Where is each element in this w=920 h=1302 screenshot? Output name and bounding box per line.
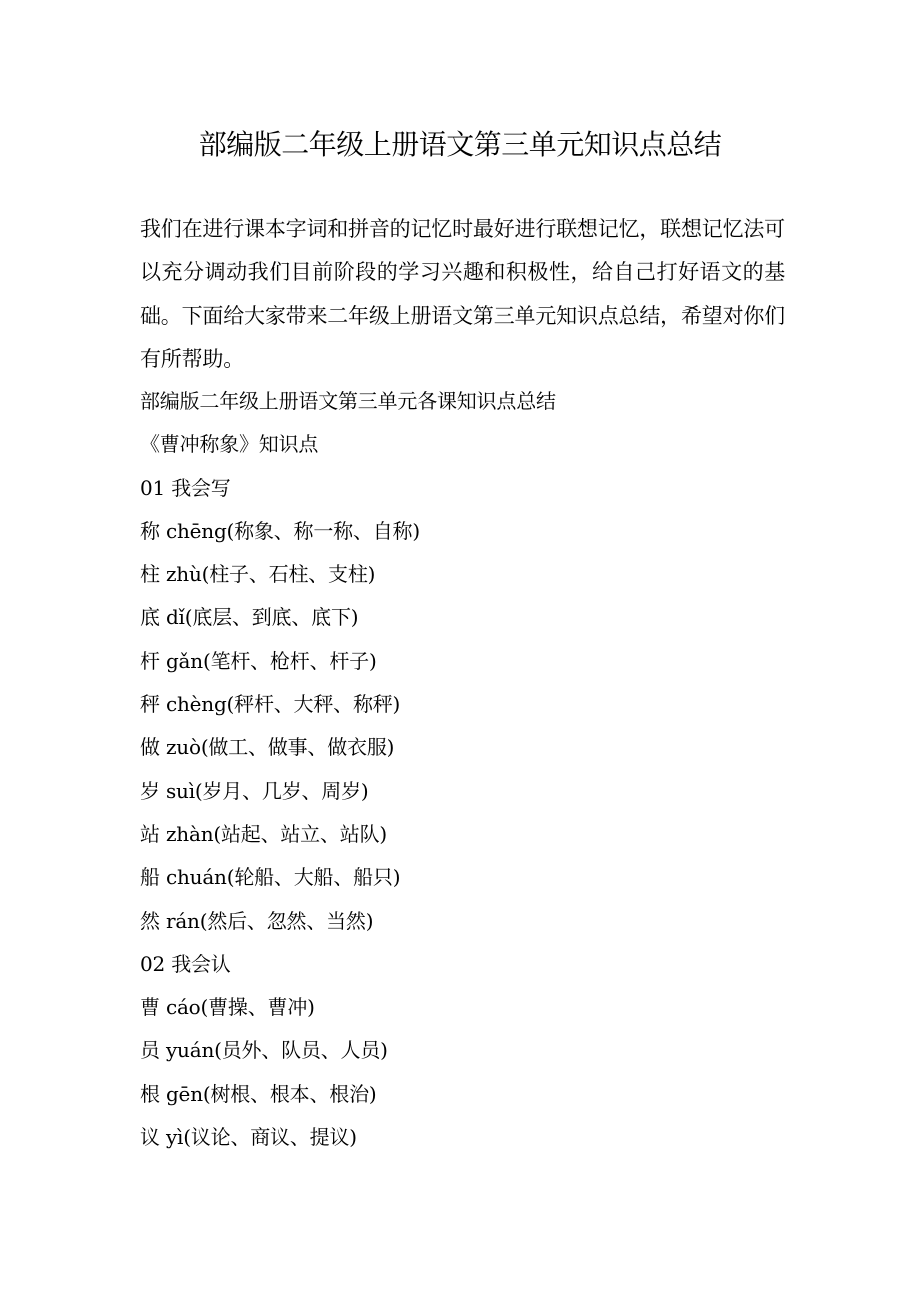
vocab-line: 柱 zhù(柱子、石柱、支柱) [140, 562, 376, 587]
document-title: 部编版二年级上册语文第三单元知识点总结 [198, 128, 722, 161]
vocab-line: 杆 gǎn(笔杆、枪杆、杆子) [140, 648, 377, 673]
section-heading: 部编版二年级上册语文第三单元各课知识点总结 [140, 389, 556, 413]
lesson-heading: 《曹冲称象》知识点 [140, 432, 319, 457]
vocab-line: 然 rán(然后、忽然、当然) [140, 908, 374, 933]
content-lines [140, 380, 800, 1159]
vocab-line: 秤 chèng(秤杆、大秤、称秤) [140, 692, 401, 717]
subsection-heading: 02 我会认 [140, 951, 231, 976]
vocab-line: 员 yuán(员外、队员、人员) [140, 1038, 388, 1063]
vocab-line: 曹 cáo(曹操、曹冲) [140, 995, 315, 1020]
subsection-heading: 01 我会写 [140, 475, 231, 500]
vocab-line: 称 chēng(称象、称一称、自称) [140, 518, 420, 543]
vocab-line: 做 zuò(做工、做事、做衣服) [140, 735, 395, 760]
vocab-line: 议 yì(议论、商议、提议) [140, 1125, 357, 1150]
vocab-line: 根 gēn(树根、根本、根治) [140, 1081, 377, 1106]
vocab-line: 底 dǐ(底层、到底、底下) [140, 605, 359, 630]
intro-paragraph: 我们在进行课本字词和拼音的记忆时最好进行联想记忆，联想记忆法可以充分调动我们目前阶段的学习兴趣和积极性，给自己打好语文的基础。下面给大家带来二年级上册语文第三单元知识点总结，希望对你们有所帮助。 [140, 217, 785, 371]
vocab-line: 船 chuán(轮船、大船、船只) [140, 865, 401, 890]
vocab-line: 站 zhàn(站起、站立、站队) [140, 821, 387, 846]
vocab-line: 岁 suì(岁月、几岁、周岁) [140, 778, 369, 803]
